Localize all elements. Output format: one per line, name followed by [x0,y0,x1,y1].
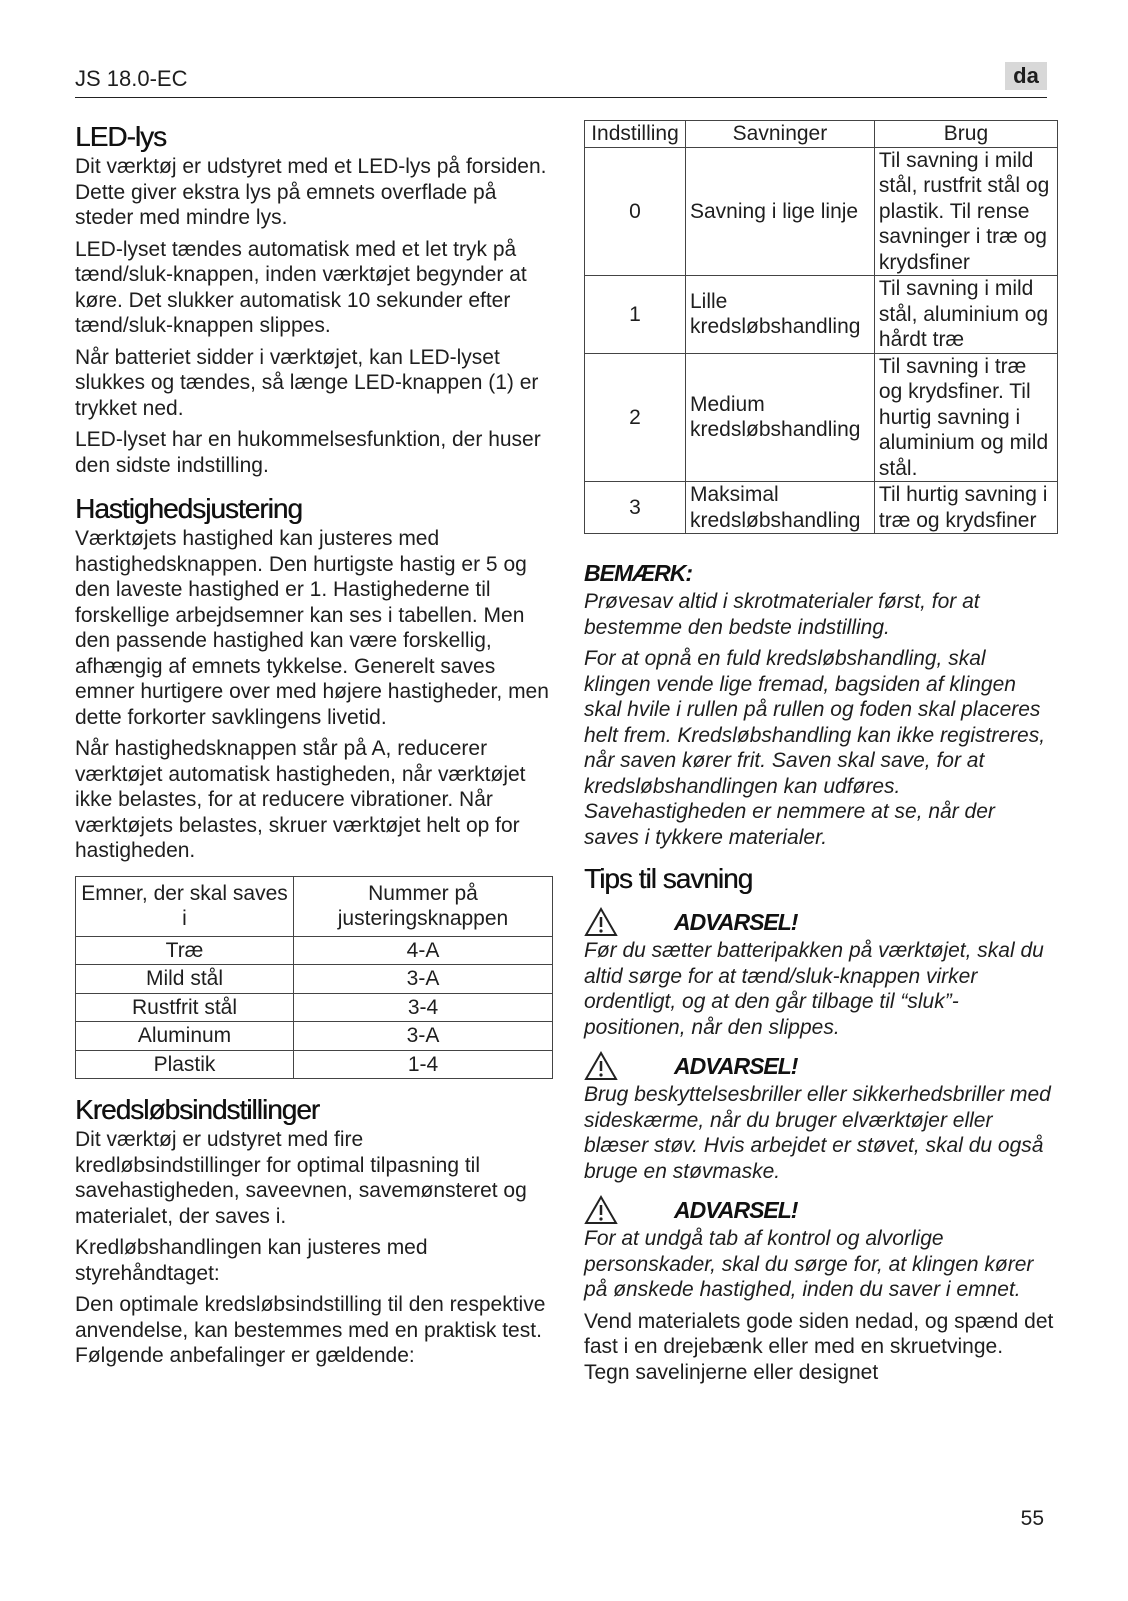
note-paragraph: For at opnå en fuld kredsløbshandling, skal klingen vende lige fremad, bagsiden af klingen skal hvile i rullen på rullen og foden skal placeres helt frem. Kredsløbshandling kan ikke registreres, når saven kører frit. Saven skal save, for at kredsløbshandlingen kan udføres. Savehastigheden er nemmere at se, når der saves i tykkere materialer. [584,647,1046,849]
warning-body [584,1082,1054,1184]
table-cell: 3-A [294,1022,553,1051]
table-cell: Maksimal kredsløbshandling [686,482,875,534]
table-row [76,1050,553,1079]
model-name: JS 18.0-EC [75,66,188,91]
table-header-cell: Emner, der skal saves i [76,876,294,936]
right-column [584,120,1054,1391]
note-heading: BEMÆRK: [584,560,692,586]
table-row [585,353,1058,482]
orbital-table [584,120,1058,534]
speed-paragraph: Når hastighedsknappen står på A, reducerer værktøjet automatisk hastigheden, når værktøjet ikke belastes, for at reducere vibrationer. Når værktøjets belastes, skruer værktøjet helt op for hastigheden. [75,737,526,862]
table-cell: 2 [585,353,686,482]
warning-title: ADVARSEL! [674,1196,798,1223]
table-cell: Plastik [76,1050,294,1079]
header-divider [75,97,1047,98]
table-cell: Til savning i mild stål, aluminium og hårdt træ [874,276,1057,354]
table-cell: Rustfrit stål [76,993,294,1022]
speed-paragraph: Værktøjets hastighed kan justeres med hastighedsknappen. Den hurtigste hastig er 5 og den laveste hastighed er 1. Hastighederne til forskellige arbejdsemner kan ses i tabellen. Men den passende hastighed kan være forskellig, afhængig af emnets tykkelse. Generelt saves emner hurtigere over med højere hastigheder, men dette forkorter savklingens livetid. [75,527,549,729]
table-cell: Aluminum [76,1022,294,1051]
orbital-paragraph: Kredløbshandlingen kan justeres med styrehåndtaget: [75,1236,428,1285]
table-row [585,482,1058,534]
table-header-row [585,121,1058,148]
table-row [76,965,553,994]
table-header-cell: Savninger [686,121,875,148]
table-cell: Til hurtig savning i træ og krydsfiner [874,482,1057,534]
table-cell: Mild stål [76,965,294,994]
led-paragraph: LED-lyset har en hukommelsesfunktion, der huser den sidste indstilling. [75,428,541,477]
warning-heading [584,906,1054,938]
warning-icon [584,1051,618,1081]
led-paragraph: Når batteriet sidder i værktøjet, kan LED-lyset slukkes og tændes, så længe LED-knappen (1) er trykket ned. [75,345,539,420]
led-paragraph: LED-lyset tændes automatisk med et let tryk på tænd/sluk-knappen, inden værktøjet begynder at køre. Det slukker automatisk 10 sekunder efter tænd/sluk-knappen slippes. [75,237,527,337]
warning-text: Brug beskyttelsesbriller eller sikkerhedsbriller med sideskærme, når du bruger elværktøjer eller blæser støv. Hvis arbejdet er støvet, skal du også bruge en støvmaske. [584,1083,1051,1183]
table-cell: 3-A [294,965,553,994]
table-cell: 3 [585,482,686,534]
led-heading: LED-lys [75,121,167,152]
speed-table [75,876,553,1080]
table-cell: 1 [585,276,686,354]
table-cell: Til savning i mild stål, rustfrit stål og plastik. Til rense savninger i træ og krydsfiner [874,147,1057,276]
warning-body [584,938,1054,1040]
orbital-paragraph: Den optimale kredsløbsindstilling til den respektive anvendelse, kan bestemmes med en praktisk test. Følgende anbefalinger er gældende: [75,1293,546,1367]
warning-icon [584,907,618,937]
tips-heading: Tips til savning [584,863,753,894]
table-header-row [76,876,553,936]
table-cell: 0 [585,147,686,276]
orbital-heading: Kredsløbsindstillinger [75,1094,320,1125]
speed-heading: Hastighedsjustering [75,493,302,524]
orbital-paragraph: Dit værktøj er udstyret med fire kredløbsindstillinger for optimal tilpasning til savehastigheden, saveevnen, savemønsteret og materialet, der saves i. [75,1128,527,1228]
table-cell: Savning i lige linje [686,147,875,276]
table-cell: Lille kredsløbshandling [686,276,875,354]
left-column [75,120,553,1375]
warning-title: ADVARSEL! [674,1052,798,1079]
table-header-cell: Brug [874,121,1057,148]
note-body [584,589,1054,850]
tips-paragraph: Vend materialets gode siden nedad, og spænd det fast i en drejebænk eller med en skruetvinge. Tegn savelinjerne eller designet [584,1309,1054,1384]
table-cell: 4-A [294,936,553,965]
table-cell: Medium kredsløbshandling [686,353,875,482]
table-row [76,1022,553,1051]
table-header-cell: Nummer på justeringsknappen [294,876,553,936]
warning-body [584,1226,1054,1303]
led-paragraph: Dit værktøj er udstyret med et LED-lys på forsiden. Dette giver ekstra lys på emnets overflade på steder med mindre lys. [75,155,547,229]
table-row [76,936,553,965]
table-cell: Træ [76,936,294,965]
table-row [76,993,553,1022]
page-number: 55 [1020,1507,1044,1530]
warning-text: Før du sætter batteripakken på værktøjet, skal du altid sørge for at tænd/sluk-knappen virker ordentligt, og at den går tilbage til “sluk”-positionen, når den slippes. [584,939,1044,1039]
table-cell: Til savning i træ og krydsfiner. Til hurtig savning i aluminium og mild stål. [874,353,1057,482]
table-header-cell: Indstilling [585,121,686,148]
warning-heading [584,1194,1054,1226]
warning-title: ADVARSEL! [674,908,798,935]
table-cell: 3-4 [294,993,553,1022]
table-cell: 1-4 [294,1050,553,1079]
table-row [585,276,1058,354]
note-paragraph: Prøvesav altid i skrotmaterialer først, for at bestemme den bedste indstilling. [584,590,980,639]
language-badge: da [1005,62,1047,90]
page-header [75,62,1047,100]
table-row [585,147,1058,276]
warning-text: For at undgå tab af kontrol og alvorlige personskader, skal du sørge for, at klingen kører på ønskede hastighed, inden du saver i emnet. [584,1227,1034,1301]
warning-heading [584,1050,1054,1082]
warning-icon [584,1195,618,1225]
